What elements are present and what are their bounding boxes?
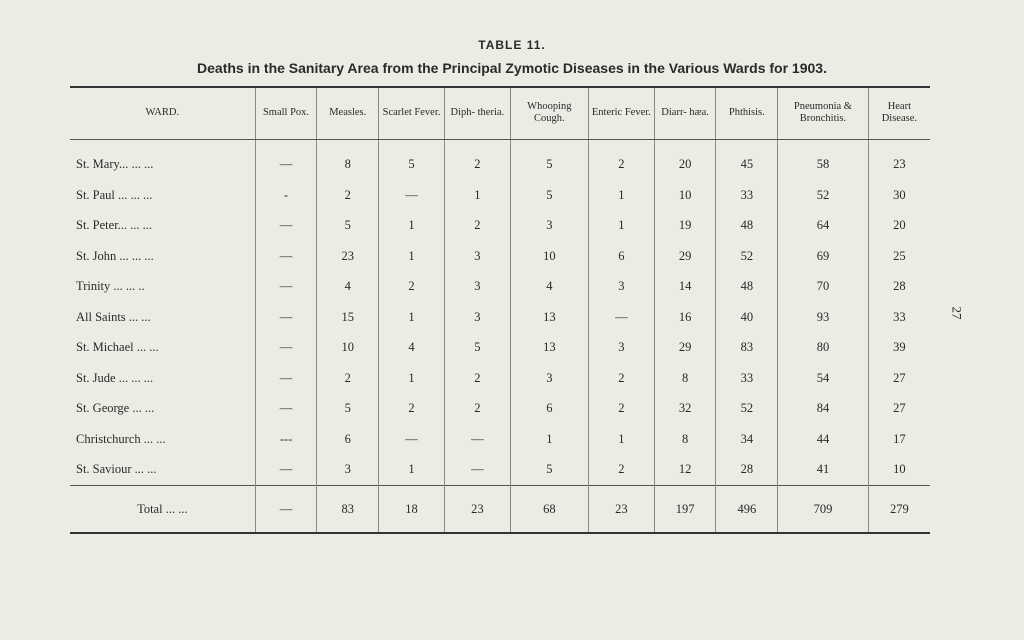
diphtheria-cell: — — [444, 424, 510, 455]
small-pox-cell: — — [255, 302, 317, 333]
heart-disease-cell: 27 — [868, 394, 930, 425]
small-pox-cell: --- — [255, 424, 317, 455]
measles-cell: 2 — [317, 363, 379, 394]
pneumonia-cell: 69 — [778, 241, 869, 272]
enteric-fever-cell: 3 — [588, 272, 654, 303]
diarrhoea-cell: 14 — [654, 272, 716, 303]
header-ward: WARD. — [70, 87, 255, 139]
whooping-cough-cell: 5 — [510, 180, 588, 211]
heart-disease-cell: 28 — [868, 272, 930, 303]
heart-disease-cell: 25 — [868, 241, 930, 272]
phthisis-cell: 52 — [716, 241, 778, 272]
table-label: TABLE 11. — [478, 38, 546, 52]
ward-cell: St. Saviour ... ... — [76, 462, 157, 477]
header-whooping-cough: Whooping Cough. — [510, 87, 588, 139]
pneumonia-cell: 84 — [778, 394, 869, 425]
whooping-cough-cell: 5 — [510, 455, 588, 486]
header-heart-disease: Heart Disease. — [868, 87, 930, 139]
measles-cell: 2 — [317, 180, 379, 211]
pneumonia-cell: 93 — [778, 302, 869, 333]
header-measles: Measles. — [317, 87, 379, 139]
deaths-table — [70, 86, 930, 534]
pneumonia-cell: 70 — [778, 272, 869, 303]
diarrhoea-cell: 29 — [654, 241, 716, 272]
diphtheria-cell: 2 — [444, 211, 510, 242]
diphtheria-cell: 2 — [444, 139, 510, 180]
heart-disease-cell: 27 — [868, 363, 930, 394]
measles-cell: 15 — [317, 302, 379, 333]
header-small-pox: Small Pox. — [255, 87, 317, 139]
measles-cell: 4 — [317, 272, 379, 303]
table-row — [70, 241, 930, 272]
measles-cell: 23 — [317, 241, 379, 272]
pneumonia-cell: 41 — [778, 455, 869, 486]
table-row — [70, 180, 930, 211]
enteric-fever-cell: 3 — [588, 333, 654, 364]
enteric-fever-cell: 1 — [588, 424, 654, 455]
table-row — [70, 363, 930, 394]
heart-disease-cell: 39 — [868, 333, 930, 364]
diphtheria-cell: 2 — [444, 394, 510, 425]
diphtheria-cell: — — [444, 455, 510, 486]
header-enteric-fever: Enteric Fever. — [588, 87, 654, 139]
measles-cell: 3 — [317, 455, 379, 486]
whooping-cough-cell: 6 — [510, 394, 588, 425]
ward-cell: Trinity ... ... .. — [76, 279, 145, 294]
scarlet-fever-cell: — — [379, 424, 445, 455]
table-row — [70, 139, 930, 180]
heart-disease-cell: 30 — [868, 180, 930, 211]
phthisis-cell: 48 — [716, 211, 778, 242]
scarlet-fever-cell: 1 — [379, 302, 445, 333]
table-row — [70, 424, 930, 455]
table-row — [70, 333, 930, 364]
whooping-cough-cell: 3 — [510, 211, 588, 242]
total-diphtheria: 23 — [444, 486, 510, 534]
ward-cell: St. Paul ... ... ... — [76, 187, 153, 202]
small-pox-cell: — — [255, 139, 317, 180]
small-pox-cell: — — [255, 394, 317, 425]
enteric-fever-cell: 6 — [588, 241, 654, 272]
pneumonia-cell: 58 — [778, 139, 869, 180]
diarrhoea-cell: 10 — [654, 180, 716, 211]
scarlet-fever-cell: 5 — [379, 139, 445, 180]
phthisis-cell: 45 — [716, 139, 778, 180]
scarlet-fever-cell: 4 — [379, 333, 445, 364]
heart-disease-cell: 17 — [868, 424, 930, 455]
ward-cell: St. Jude ... ... ... — [76, 370, 154, 385]
page-title: Deaths in the Sanitary Area from the Principal Zymotic Diseases in the Various Wards for 1903. — [197, 60, 827, 76]
whooping-cough-cell: 13 — [510, 302, 588, 333]
total-measles: 83 — [317, 486, 379, 534]
header-diphtheria: Diph- theria. — [444, 87, 510, 139]
scarlet-fever-cell: 1 — [379, 455, 445, 486]
enteric-fever-cell: 2 — [588, 363, 654, 394]
total-row — [70, 486, 930, 534]
scarlet-fever-cell: 1 — [379, 241, 445, 272]
small-pox-cell: — — [255, 455, 317, 486]
diarrhoea-cell: 16 — [654, 302, 716, 333]
header-diarrhoea: Diarr- hæa. — [654, 87, 716, 139]
phthisis-cell: 48 — [716, 272, 778, 303]
page-number: 27 — [949, 306, 965, 320]
table-row — [70, 272, 930, 303]
scarlet-fever-cell: 1 — [379, 363, 445, 394]
ward-cell: St. Michael ... ... — [76, 340, 159, 355]
ward-cell: All Saints ... ... — [76, 309, 151, 324]
small-pox-cell: — — [255, 363, 317, 394]
diphtheria-cell: 1 — [444, 180, 510, 211]
measles-cell: 5 — [317, 211, 379, 242]
header-scarlet-fever: Scarlet Fever. — [379, 87, 445, 139]
phthisis-cell: 52 — [716, 394, 778, 425]
scarlet-fever-cell: 1 — [379, 211, 445, 242]
phthisis-cell: 83 — [716, 333, 778, 364]
pneumonia-cell: 54 — [778, 363, 869, 394]
total-phthisis: 496 — [716, 486, 778, 534]
pneumonia-cell: 64 — [778, 211, 869, 242]
whooping-cough-cell: 1 — [510, 424, 588, 455]
small-pox-cell: — — [255, 333, 317, 364]
ward-cell: St. Mary... ... ... — [76, 157, 154, 172]
diphtheria-cell: 3 — [444, 241, 510, 272]
phthisis-cell: 33 — [716, 363, 778, 394]
ward-cell: St. Peter... ... ... — [76, 218, 153, 233]
heart-disease-cell: 33 — [868, 302, 930, 333]
measles-cell: 8 — [317, 139, 379, 180]
diarrhoea-cell: 20 — [654, 139, 716, 180]
scarlet-fever-cell: 2 — [379, 272, 445, 303]
enteric-fever-cell: — — [588, 302, 654, 333]
diphtheria-cell: 3 — [444, 302, 510, 333]
measles-cell: 5 — [317, 394, 379, 425]
scarlet-fever-cell: 2 — [379, 394, 445, 425]
header-pneumonia: Pneumonia & Bronchitis. — [778, 87, 869, 139]
total-pneumonia: 709 — [778, 486, 869, 534]
enteric-fever-cell: 2 — [588, 394, 654, 425]
whooping-cough-cell: 10 — [510, 241, 588, 272]
diphtheria-cell: 3 — [444, 272, 510, 303]
phthisis-cell: 28 — [716, 455, 778, 486]
phthisis-cell: 40 — [716, 302, 778, 333]
whooping-cough-cell: 3 — [510, 363, 588, 394]
total-label: Total ... ... — [70, 486, 255, 534]
table-row — [70, 455, 930, 486]
small-pox-cell: — — [255, 241, 317, 272]
table-row — [70, 394, 930, 425]
heart-disease-cell: 23 — [868, 139, 930, 180]
header-phthisis: Phthisis. — [716, 87, 778, 139]
heart-disease-cell: 20 — [868, 211, 930, 242]
whooping-cough-cell: 13 — [510, 333, 588, 364]
header-row — [70, 87, 930, 139]
diphtheria-cell: 5 — [444, 333, 510, 364]
diarrhoea-cell: 19 — [654, 211, 716, 242]
diarrhoea-cell: 12 — [654, 455, 716, 486]
small-pox-cell: — — [255, 272, 317, 303]
table-row — [70, 302, 930, 333]
total-scarlet-fever: 18 — [379, 486, 445, 534]
heart-disease-cell: 10 — [868, 455, 930, 486]
whooping-cough-cell: 4 — [510, 272, 588, 303]
phthisis-cell: 33 — [716, 180, 778, 211]
diarrhoea-cell: 8 — [654, 363, 716, 394]
pneumonia-cell: 52 — [778, 180, 869, 211]
pneumonia-cell: 80 — [778, 333, 869, 364]
diphtheria-cell: 2 — [444, 363, 510, 394]
enteric-fever-cell: 2 — [588, 455, 654, 486]
total-small-pox: — — [255, 486, 317, 534]
ward-cell: Christchurch ... ... — [76, 431, 166, 446]
enteric-fever-cell: 2 — [588, 139, 654, 180]
small-pox-cell: - — [255, 180, 317, 211]
pneumonia-cell: 44 — [778, 424, 869, 455]
ward-cell: St. George ... ... — [76, 401, 155, 416]
enteric-fever-cell: 1 — [588, 211, 654, 242]
diarrhoea-cell: 29 — [654, 333, 716, 364]
total-whooping-cough: 68 — [510, 486, 588, 534]
measles-cell: 6 — [317, 424, 379, 455]
total-enteric-fever: 23 — [588, 486, 654, 534]
total-heart-disease: 279 — [868, 486, 930, 534]
diarrhoea-cell: 32 — [654, 394, 716, 425]
scarlet-fever-cell: — — [379, 180, 445, 211]
small-pox-cell: — — [255, 211, 317, 242]
ward-cell: St. John ... ... ... — [76, 248, 154, 263]
phthisis-cell: 34 — [716, 424, 778, 455]
whooping-cough-cell: 5 — [510, 139, 588, 180]
measles-cell: 10 — [317, 333, 379, 364]
diarrhoea-cell: 8 — [654, 424, 716, 455]
table-row — [70, 211, 930, 242]
enteric-fever-cell: 1 — [588, 180, 654, 211]
total-diarrhoea: 197 — [654, 486, 716, 534]
